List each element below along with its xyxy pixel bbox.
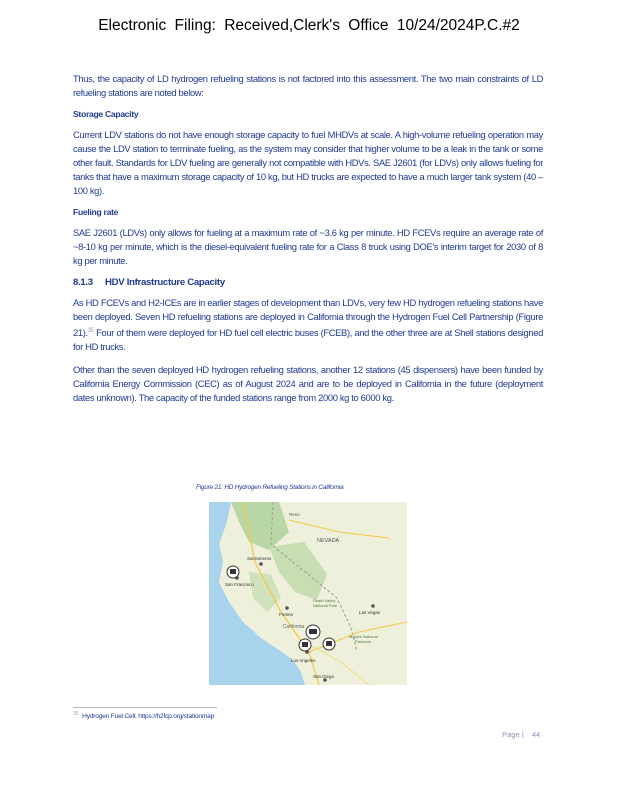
paragraph-fueling: SAE J2601 (LDVs) only allows for fueling at a maximum rate of ~3.6 kg per minute. HD FCEVs require an average rate of ~8-10 kg per minute, which is the diesel-equivalent fueling rate for a Class 8 truck using DOE's interim target for 2030 of 8 kg per minute.	[73, 227, 543, 266]
map-graphic	[209, 502, 407, 685]
station-marker-sacramento[interactable]	[227, 566, 239, 578]
label-los-angeles: Los Angeles	[291, 658, 316, 663]
page-number	[500, 730, 540, 739]
electronic-filing-header: Electronic Filing: Received,Clerk's Office 10/24/2024P.C.#2	[98, 17, 520, 34]
paragraph-hdv-text: As HD FCEVs and H2-ICEs are in earlier stages of development than LDVs, very few HD hydrogen refueling stations have been deployed. Seven HD refueling stations are deployed in California through the Hydrogen Fuel Cell Partnership (Figure 21).	[73, 297, 543, 339]
page-label: Page |	[502, 730, 524, 739]
paragraph-funded-stations: Other than the seven deployed HD hydrogen refueling stations, another 12 stations (45 dispensers) have been funded by California Energy Commission (CEC) as of August 2024 and are to be deployed in California in the future (deployment dates unknown). The capacity of the funded stations range from 2000 kg to 6000 kg.	[73, 364, 543, 404]
page-number-value: 44	[531, 730, 541, 739]
paragraph-hdv-stations	[73, 296, 543, 354]
footnote-text[interactable]: Hydrogen Fuel Cell, https://h2fcp.org/stationmap	[82, 713, 215, 721]
label-mojave: Mojave National	[349, 634, 378, 639]
section-heading	[73, 277, 543, 288]
california-station-map[interactable]	[209, 502, 407, 685]
section-number: 8.1.3	[73, 277, 93, 288]
footnote-reference[interactable]: 35	[87, 328, 94, 334]
label-san-diego: San Diego	[313, 674, 335, 679]
label-death-valley-2: National Park	[313, 603, 338, 608]
label-reno: Reno	[289, 512, 300, 517]
label-nevada: NEVADA	[317, 538, 340, 544]
station-marker-la-2[interactable]	[299, 639, 311, 651]
figure-caption: Figure 21: HD Hydrogen Refueling Stations in California	[196, 484, 344, 491]
label-fresno: Fresno	[279, 612, 294, 617]
station-marker-la-1[interactable]	[306, 625, 320, 639]
label-las-vegas: Las Vegas	[359, 610, 381, 615]
section-title: HDV Infrastructure Capacity	[105, 277, 225, 288]
label-san-francisco: San Francisco	[225, 582, 254, 587]
city-dot-las-vegas	[371, 604, 375, 608]
station-marker-la-3[interactable]	[323, 638, 335, 650]
label-sacramento: Sacramento	[247, 556, 272, 561]
footnote	[73, 711, 214, 720]
paragraph-intro: Thus, the capacity of LD hydrogen refueling stations is not factored into this assessment. The two main constraints of LD refueling stations are noted below:	[73, 73, 543, 98]
label-mojave-2: Preserve	[355, 639, 372, 644]
heading-fueling-rate: Fueling rate	[73, 207, 119, 217]
paragraph-storage: Current LDV stations do not have enough storage capacity to fuel MHDVs at scale. A high-volume refueling operation may cause the LDV station to terminate fueling, as the system may consider that higher volume to be a leak in the tank or some other fault. Standards for LDV fueling are generally not compatible with HDVs. SAE J2601 (for LDVs) only allows fueling for tanks that have a maximum storage capacity of 10 kg, but HD trucks are expected to have a much larger tank system (40 – 100 kg).	[73, 129, 543, 196]
document-body	[73, 72, 543, 414]
city-dot-sacramento	[259, 562, 263, 566]
paragraph-hdv-tail: Four of them were deployed for HD fuel cell electric buses (FCEB), and the other three are at Shell stations designed for HD trucks.	[73, 327, 543, 353]
label-california: California	[283, 624, 305, 630]
footnote-number: 35	[73, 711, 79, 717]
label-death-valley: Death Valley	[313, 598, 336, 603]
city-dot-fresno	[285, 606, 289, 610]
footnote-divider	[73, 707, 217, 708]
heading-storage-capacity: Storage Capacity	[73, 109, 139, 119]
